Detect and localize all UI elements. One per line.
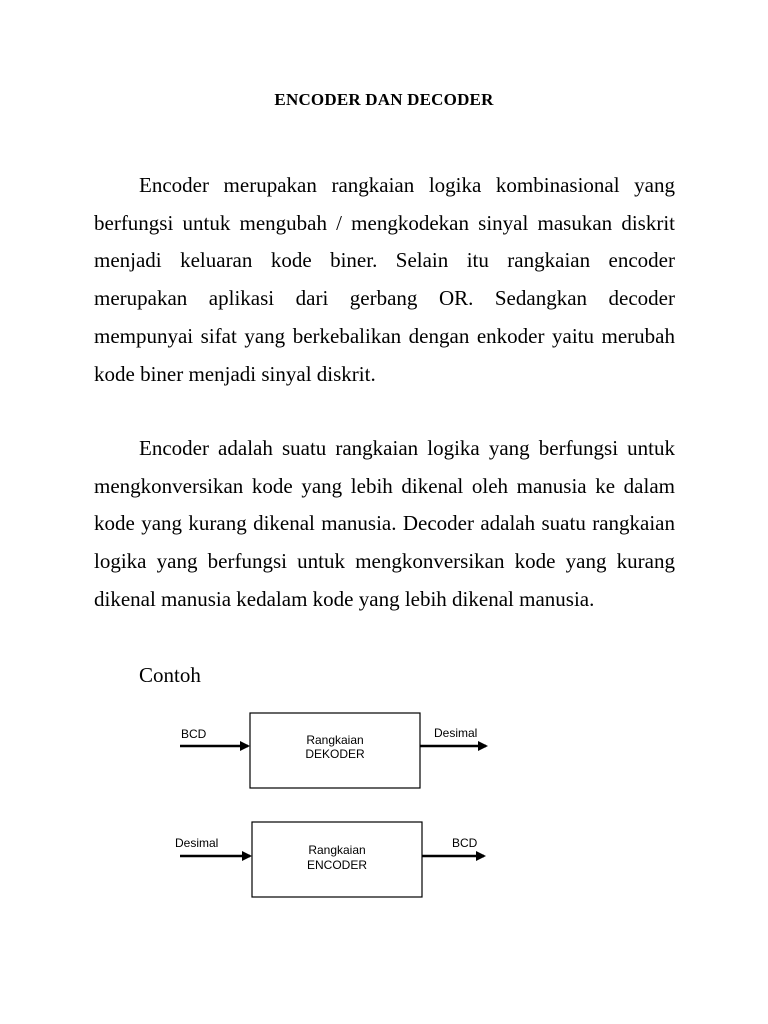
encoder-box-line2: ENCODER <box>306 858 368 872</box>
decoder-output-label: Desimal <box>434 726 478 740</box>
encoder-output-label: BCD <box>452 836 478 850</box>
decoder-diagram <box>150 700 510 790</box>
paragraph-2-text: Encoder adalah suatu rangkaian logika yang berfungsi untuk mengkonversikan kode yang lebih dikenal oleh manusia ke dalam kode yang kurang dikenal manusia. Decoder adalah suatu rangkaian logika yang berfungsi untuk mengkonversikan kode yang kurang dikenal manusia kedalam kode yang lebih dikenal manusia. <box>94 436 675 611</box>
encoder-input-label: Desimal <box>175 836 219 850</box>
decoder-box-line1: Rangkaian <box>306 733 364 747</box>
decoder-input-label: BCD <box>181 727 207 741</box>
encoder-box-line1: Rangkaian <box>308 843 366 857</box>
paragraph-1-text: Encoder merupakan rangkaian logika kombinasional yang berfungsi untuk mengubah / mengkodekan sinyal masukan diskrit menjadi keluaran kode biner. Selain itu rangkaian encoder merupakan aplikasi dari gerbang OR. Sedangkan decoder mempunyai sifat yang berkebalikan dengan enkoder yaitu merubah kode biner menjadi sinyal diskrit. <box>94 173 675 386</box>
decoder-box-line2: DEKODER <box>305 747 365 761</box>
example-label: Contoh <box>139 663 201 687</box>
decoder-diagram-svg <box>150 700 510 790</box>
paragraph-1 <box>94 167 675 393</box>
paragraph-2 <box>94 430 675 619</box>
document-title: ENCODER DAN DECODER <box>274 90 494 109</box>
encoder-diagram-svg <box>150 810 510 900</box>
encoder-diagram <box>150 810 510 900</box>
